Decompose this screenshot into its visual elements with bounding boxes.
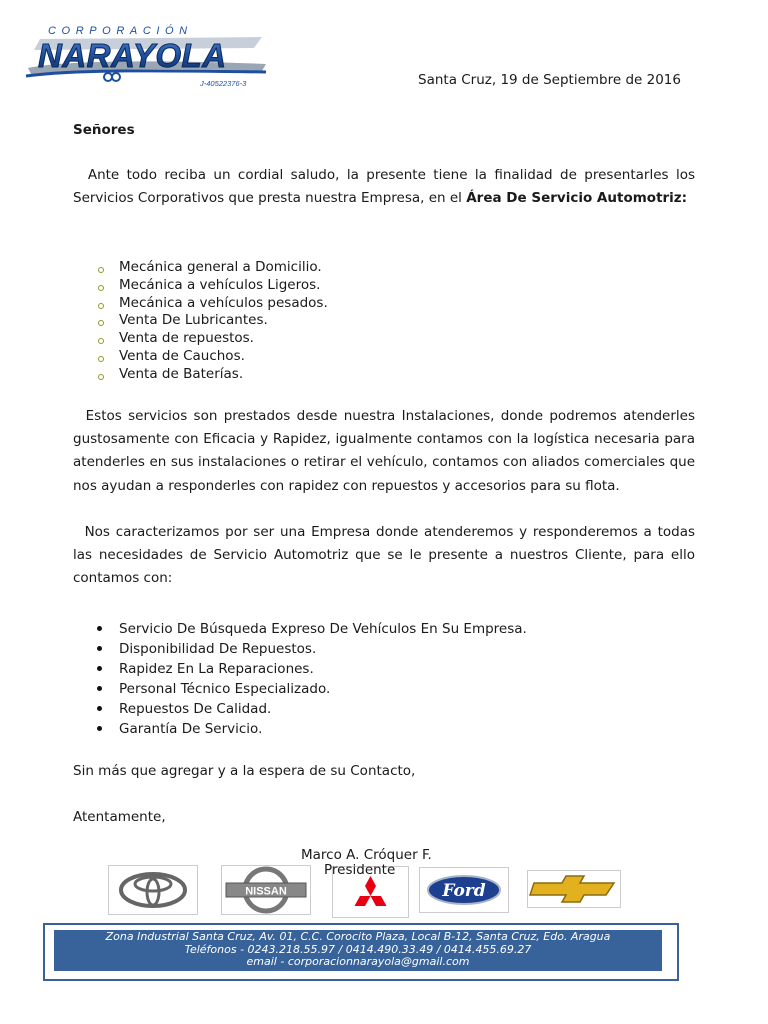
circle-bullet-icon <box>98 303 104 309</box>
feature-label: Rapidez En La Reparaciones. <box>119 661 314 677</box>
footer-email: email - corporacionnarayola@gmail.com <box>246 955 470 968</box>
list-item <box>96 719 527 739</box>
intro-bold-text: Área De Servicio Automotriz: <box>466 190 688 207</box>
ford-wordmark: Ford <box>442 881 486 901</box>
salutation: Señores <box>73 122 135 138</box>
signature-name: Marco A. Cróquer F. <box>301 847 432 863</box>
signature-title: Presidente <box>324 862 396 878</box>
toyota-logo <box>108 865 198 915</box>
company-paragraph: Nos caracterizamos por ser una Empresa donde atenderemos y responderemos a todas las necesidades de Servicio Automotriz que se le presente a nuestros Cliente, para ello contamos con: <box>73 524 700 587</box>
services-list <box>96 259 328 384</box>
ford-logo <box>419 867 509 913</box>
list-item <box>96 639 527 659</box>
footer-address: Zona Industrial Santa Cruz, Av. 01, C.C. Corocito Plaza, Local B-12, Santa Cruz, Edo. Aragua <box>105 930 611 943</box>
service-label: Venta de repuestos. <box>119 330 254 347</box>
bullet-dot-icon <box>97 706 102 711</box>
nissan-logo <box>221 865 311 915</box>
narayola-logo <box>22 22 270 90</box>
service-label: Mecánica general a Domicilio. <box>119 259 322 275</box>
feature-label: Garantía De Servicio. <box>119 721 263 737</box>
features-list <box>96 619 527 739</box>
logo-tagline: CORPORACIÓN <box>48 25 193 37</box>
list-item <box>96 679 527 699</box>
list-item <box>96 295 328 313</box>
circle-bullet-icon <box>98 320 104 326</box>
list-item <box>96 659 527 679</box>
list-item <box>96 366 328 384</box>
list-item <box>96 699 527 719</box>
chevrolet-bowtie-icon <box>528 871 620 907</box>
feature-label: Personal Técnico Especializado. <box>119 681 331 697</box>
chevrolet-logo <box>527 870 621 908</box>
feature-label: Repuestos De Calidad. <box>119 701 272 717</box>
ford-oval-icon <box>420 868 508 912</box>
circle-bullet-icon <box>98 356 104 362</box>
list-item <box>96 330 328 348</box>
logo-name: NARAYOLA <box>38 37 227 74</box>
bullet-dot-icon <box>97 626 102 631</box>
circle-bullet-icon <box>98 374 104 380</box>
service-label: Mecánica a vehículos Ligeros. <box>119 276 321 293</box>
closing-line: Sin más que agregar y a la espera de su Contacto, <box>73 763 416 779</box>
feature-label: Servicio De Búsqueda Expreso De Vehículos En Su Empresa. <box>119 621 527 637</box>
logo-rif: J-40522376-3 <box>200 79 247 88</box>
bullet-dot-icon <box>97 646 102 651</box>
toyota-emblem-icon <box>109 866 197 914</box>
nissan-emblem-icon <box>222 866 310 914</box>
list-item <box>96 277 328 295</box>
list-item <box>96 619 527 639</box>
service-label: Mecánica a vehículos pesados. <box>119 294 328 311</box>
bullet-dot-icon <box>97 666 102 671</box>
service-label: Venta de Cauchos. <box>119 347 245 364</box>
circle-bullet-icon <box>98 267 104 273</box>
service-label: Venta De Lubricantes. <box>119 312 268 329</box>
intro-paragraph <box>73 164 700 210</box>
list-item <box>96 312 328 330</box>
letter-date: Santa Cruz, 19 de Septiembre de 2016 <box>418 72 681 88</box>
intro-text: Ante todo reciba un cordial saludo, la presente tiene la finalidad de presentarles los Servicios Corporativos que presta nuestra Empresa, en el <box>73 167 700 207</box>
bullet-dot-icon <box>97 726 102 731</box>
bullet-dot-icon <box>97 686 102 691</box>
feature-label: Disponibilidad De Repuestos. <box>119 641 317 657</box>
circle-bullet-icon <box>98 285 104 291</box>
nissan-wordmark: NISSAN <box>245 885 287 898</box>
footer-phones: Teléfonos - 0243.218.55.97 / 0414.490.33.49 / 0414.455.69.27 <box>184 942 532 956</box>
list-item <box>96 348 328 366</box>
regards-line: Atentamente, <box>73 809 166 825</box>
circle-bullet-icon <box>98 338 104 344</box>
list-item <box>96 259 328 277</box>
service-label: Venta de Baterías. <box>119 365 244 382</box>
services-paragraph: Estos servicios son prestados desde nuestra Instalaciones, donde podremos atenderles gustosamente con Eficacia y Rapidez, igualmente contamos con la logística necesaria para atenderles en sus instalaciones o retirar el vehículo, contamos con aliados comerciales que nos ayudan a responderles con rapidez con repuestos y accesorios para su flota. <box>73 408 704 494</box>
